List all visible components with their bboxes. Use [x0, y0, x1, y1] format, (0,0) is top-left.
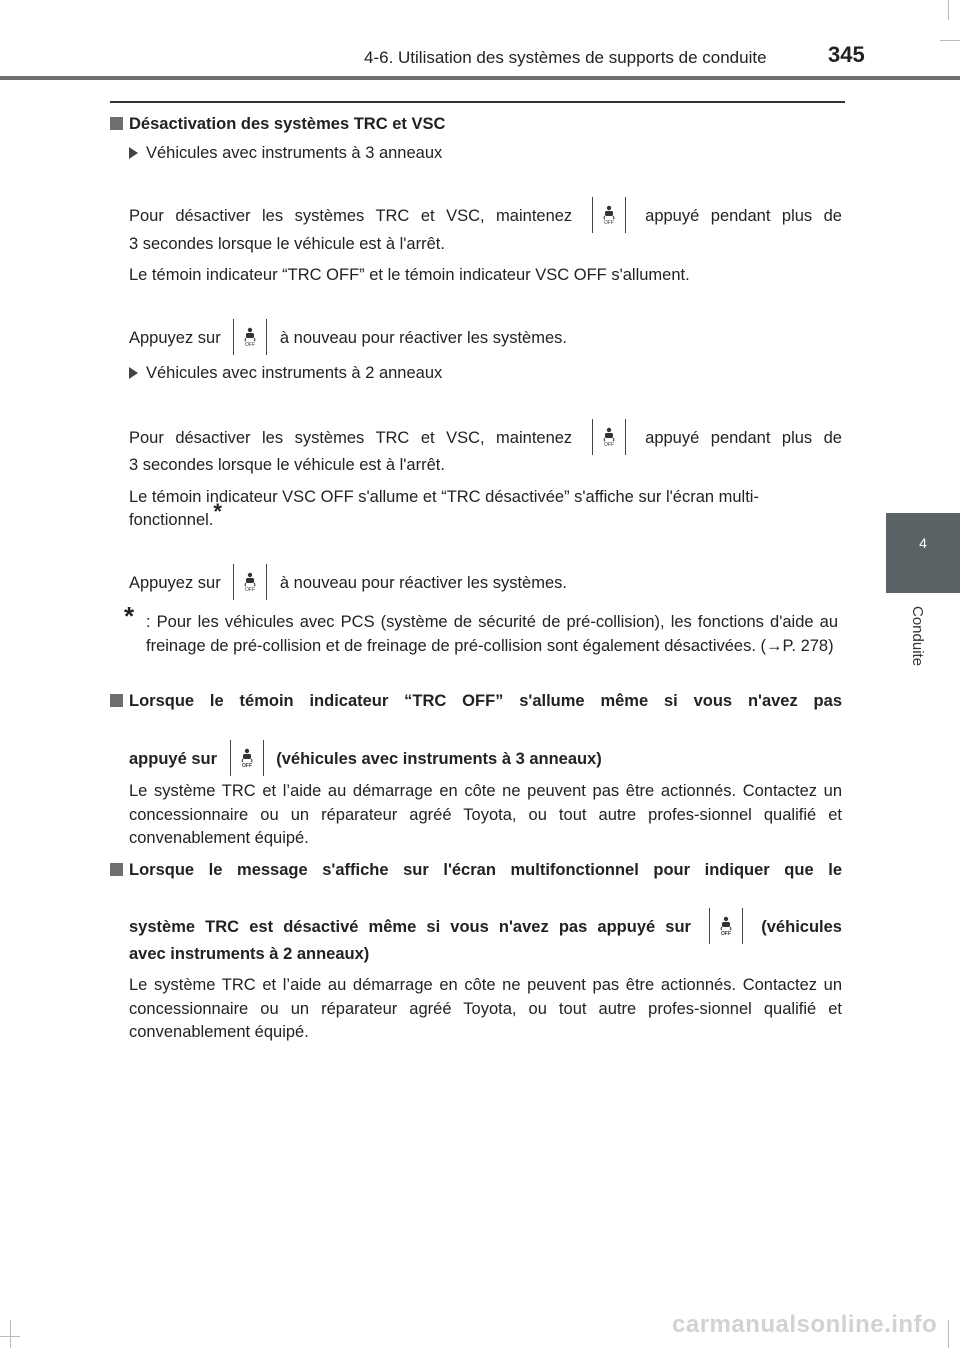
section-heading-trc-message-line2: système TRC est désactivé même si vous n'avez pas appuyé sur OFF (véhicules [129, 908, 842, 944]
triangle-bullet-icon [129, 367, 138, 379]
crop-mark [948, 0, 949, 20]
s1-line1: Pour désactiver les systèmes TRC et VSC, maintenez OFF appuyé pendant plus de [129, 197, 842, 233]
watermark: carmanualsonline.info [672, 1311, 938, 1338]
footnote-marker: * [124, 601, 135, 631]
square-bullet-icon [110, 694, 123, 707]
svg-text:OFF: OFF [603, 220, 614, 225]
crop-mark [0, 1336, 20, 1337]
chapter-number: 4 [919, 535, 927, 551]
crop-mark [948, 1320, 949, 1348]
section3-body: Le système TRC et l’aide au démarrage en côte ne peuvent pas être actionnés. Contactez un concessionnaire ou un réparateur agréé Toyota, ou tout autre profes-sionnel qualifié et convenablement équipé. [129, 976, 842, 1041]
s2-line4: fonctionnel.* [129, 499, 222, 529]
footnote-text: : Pour les véhicules avec PCS (système de sécurité de pré-collision), les fonctions d'aide au freinage de pré-collision et de freinage de pré-collision sont également désactivées. (→P. 278) [146, 613, 838, 655]
subheading-2-rings: Véhicules avec instruments à 2 anneaux [129, 364, 442, 383]
section-heading-disable: Désactivation des systèmes TRC et VSC [110, 115, 445, 134]
svg-text:OFF: OFF [241, 763, 252, 768]
svg-text:OFF: OFF [245, 587, 256, 592]
svg-text:OFF: OFF [245, 342, 256, 347]
vsc-off-button-icon [230, 740, 264, 776]
s2-line5: Appuyez sur OFF à nouveau pour réactiver les systèmes. [129, 564, 567, 600]
svg-text:OFF: OFF [721, 931, 732, 936]
footnote-ref: * [213, 499, 222, 524]
crop-mark [10, 1320, 11, 1348]
s1-line3: Le témoin indicateur “TRC OFF” et le témoin indicateur VSC OFF s'allument. [129, 266, 690, 284]
section-heading-trc-message: Lorsque le message s'affiche sur l'écran multifonctionnel pour indiquer que le [110, 861, 842, 880]
chapter-label: Conduite [909, 606, 926, 667]
header-title: 4-6. Utilisation des systèmes de supports de conduite [364, 48, 767, 67]
s1-line4: Appuyez sur OFF à nouveau pour réactiver les systèmes. [129, 319, 567, 355]
s2-line2: 3 secondes lorsque le véhicule est à l'arrêt. [129, 456, 445, 474]
header-rule [0, 76, 960, 80]
s2-line1: Pour désactiver les systèmes TRC et VSC, maintenez OFF appuyé pendant plus de [129, 419, 842, 455]
crop-mark [940, 40, 960, 41]
section-heading-trc-message-line3: avec instruments à 2 anneaux) [129, 945, 370, 963]
section2-body: Le système TRC et l’aide au démarrage en côte ne peuvent pas être actionnés. Contactez un concessionnaire ou un réparateur agréé Toyota, ou tout autre profes-sionnel qualifié et convenablement équipé. [129, 782, 842, 847]
section-heading-trc-off-lit-line2: appuyé sur OFF (véhicules avec instruments à 3 anneaux) [129, 740, 602, 776]
square-bullet-icon [110, 117, 123, 130]
vsc-off-button-icon [233, 319, 267, 355]
vsc-off-button-icon [592, 419, 626, 455]
s1-line2: 3 secondes lorsque le véhicule est à l'arrêt. [129, 235, 445, 253]
section-heading-trc-off-lit: Lorsque le témoin indicateur “TRC OFF” s'allume même si vous n'avez pas [110, 692, 842, 711]
s2-line3: Le témoin indicateur VSC OFF s'allume et “TRC désactivée” s'affiche sur l'écran multi- [129, 488, 759, 506]
triangle-bullet-icon [129, 147, 138, 159]
svg-text:OFF: OFF [603, 442, 614, 447]
vsc-off-button-icon [709, 908, 743, 944]
vsc-off-button-icon [592, 197, 626, 233]
chapter-tab [886, 513, 960, 593]
vsc-off-button-icon [233, 564, 267, 600]
page-number: 345 [828, 42, 865, 67]
content-rule [110, 101, 845, 103]
square-bullet-icon [110, 863, 123, 876]
subheading-3-rings: Véhicules avec instruments à 3 anneaux [129, 144, 442, 163]
